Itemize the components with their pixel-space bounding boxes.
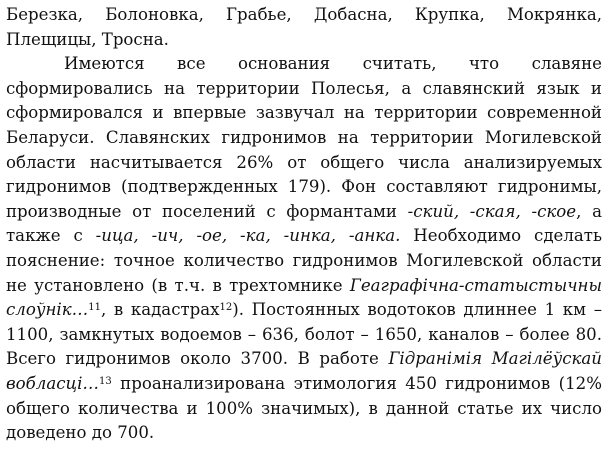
footnote-ref: 11 [88,302,101,314]
paragraph-slavic-hydronyms [6,52,602,446]
paragraph-text: Необходимо сделать пояснение: точное количество гидронимов Могилевской области не установлено (в т.ч. в трехтомнике [6,226,603,295]
book-title-italic: Геаграфічна-статыстычны слоўнік… [6,275,602,320]
paragraph-text: ). Постоянных водотоков длиннее 1 км – 1100, замкнутых водоемов – 636, болот – 1650, каналов – более 80. Всего гидронимов около 3700. В работе [6,300,602,369]
paragraph-text: Березка, Болоновка, Грабье, Добасна, Крупка, Мокрянка, Плещицы, Тросна. [6,5,602,49]
paragraph-text: , в кадастрах [100,300,220,320]
document-page [6,3,602,446]
formant-list-italic: -ица, -ич, -ое, -ка, -инка, -анка. [95,226,401,246]
paragraph-text: , а также с [6,201,602,246]
paragraph-river-list [6,3,602,52]
paragraph-text: проанализирована этимология 450 гидронимов (12% общего количества и 100% значимых), в данной статье их число доведено до 700. [6,373,602,443]
footnote-ref: 13 [99,375,112,387]
book-title-italic: Гідранімія Магілёўскай вобласці… [6,349,602,393]
footnote-ref: 12 [219,302,233,314]
formant-list-italic: -ский, -ская, -ское [407,201,577,221]
paragraph-text: Имеются все основания считать, что славяне сформировались на территории Полесья, а славянский язык и сформировался и впервые зазвучал на территории современной Беларуси. Славянских гидронимов на территории Могилевской области насчитывается 26% от общего числа анализируемых гидронимов (подтвержденных 179). Фон составляют гидронимы, производные от поселений с формантами [6,54,602,221]
